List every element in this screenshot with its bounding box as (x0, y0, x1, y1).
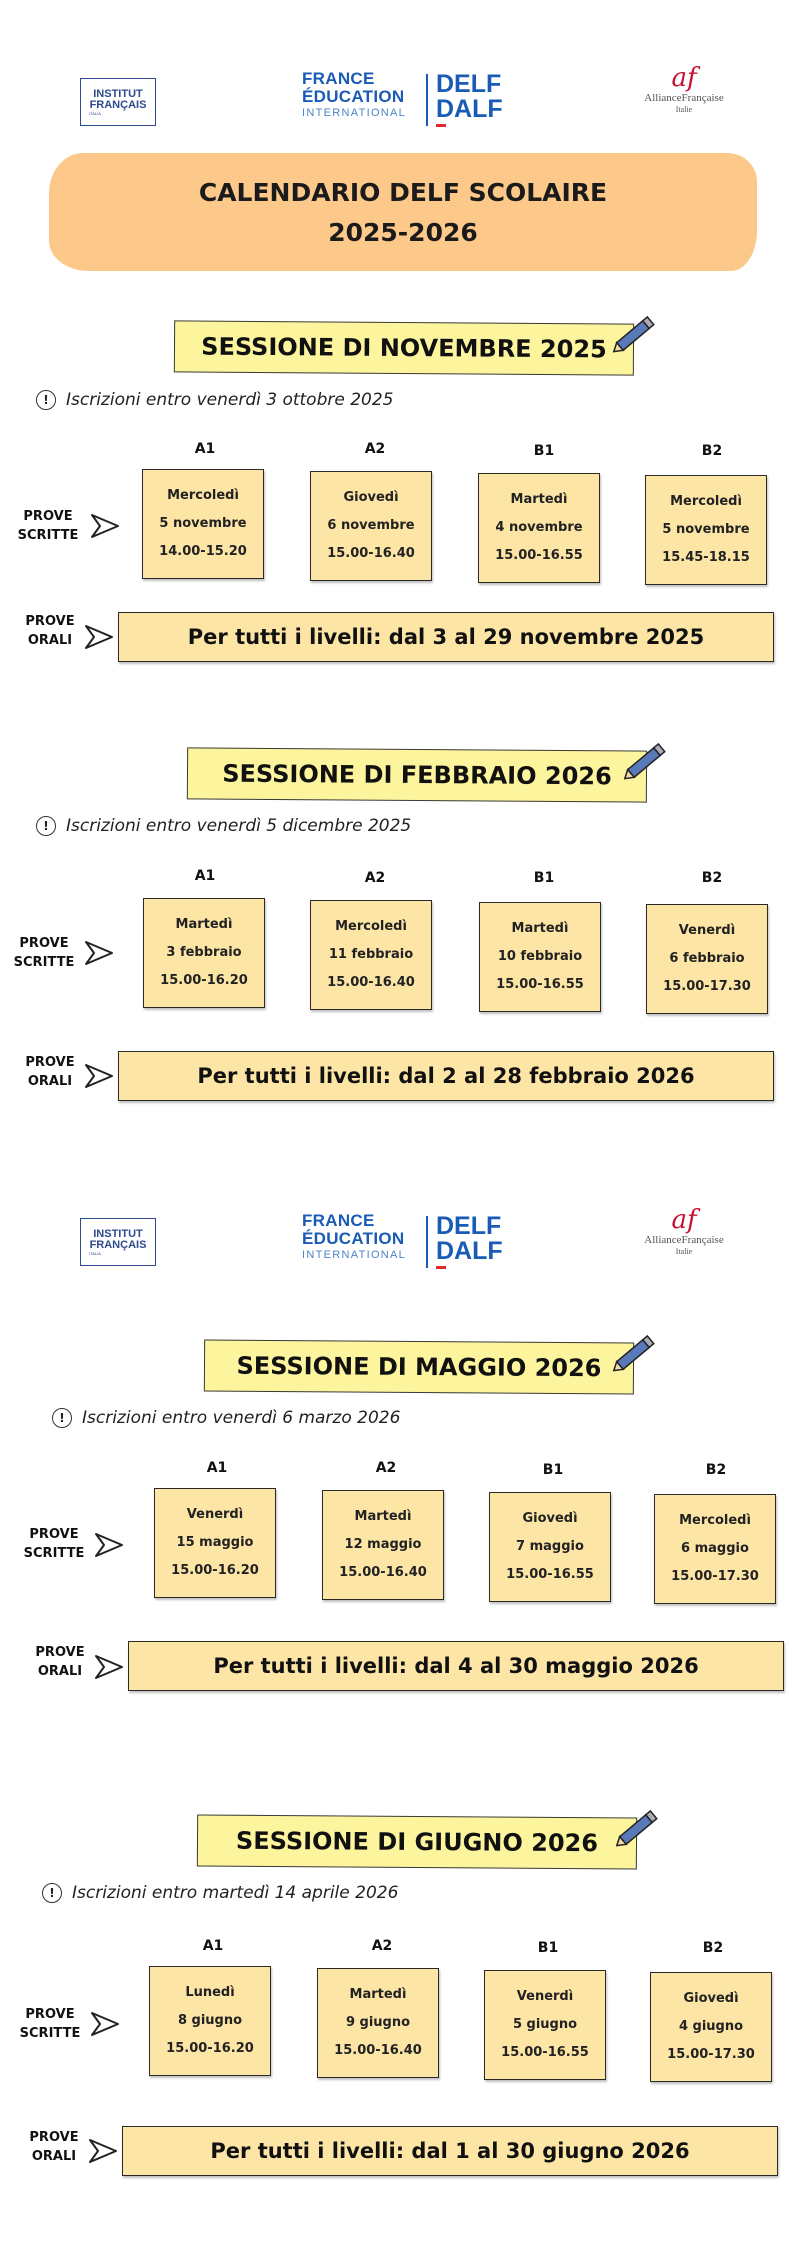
exam-date-card (154, 1488, 276, 1598)
level-label: B2 (701, 870, 723, 886)
written-exams-label (8, 507, 88, 545)
written-label-line1: PROVE (23, 509, 73, 524)
alliance-francaise-logo (634, 64, 734, 124)
written-label-line2: SCRITTE (23, 1546, 85, 1561)
exam-time: 15.00-16.40 (334, 2043, 422, 2058)
exam-time: 15.00-17.30 (667, 2047, 755, 2062)
exam-date: 6 febbraio (669, 951, 745, 966)
exam-day: Lunedì (185, 1985, 235, 2000)
exam-time: 15.45-18.15 (662, 550, 750, 565)
exclamation-icon: ! (36, 390, 56, 410)
oral-label-line2: ORALI (27, 1074, 73, 1089)
exclamation-icon: ! (52, 1408, 72, 1428)
registration-deadline (36, 390, 394, 410)
exam-time: 15.00-16.55 (495, 548, 583, 563)
exclamation-icon: ! (36, 816, 56, 836)
written-exams-label (10, 2005, 90, 2043)
written-label-line1: PROVE (25, 2007, 75, 2022)
exam-day: Martedì (175, 917, 233, 932)
exam-date: 9 giugno (345, 2015, 411, 2030)
oral-exams-period: Per tutti i livelli: dal 3 al 29 novembre 2025 (118, 612, 774, 662)
arrow-icon (94, 1654, 124, 1680)
exam-date: 5 giugno (512, 2017, 578, 2032)
oral-exams-label (10, 1053, 90, 1091)
if-logo-line1: INSTITUT (93, 88, 143, 100)
session-title: SESSIONE DI GIUGNO 2026 (197, 1814, 637, 1869)
exam-date-card (149, 1966, 271, 2076)
fei-red-bar (436, 124, 446, 127)
exam-time: 15.00-16.20 (160, 973, 248, 988)
exam-date: 11 febbraio (328, 947, 414, 962)
fei-separator (426, 74, 428, 126)
exam-day: Venerdì (678, 923, 736, 938)
exam-day: Martedì (349, 1987, 407, 2002)
exam-day: Martedì (510, 492, 568, 507)
exam-date-card (484, 1970, 606, 2080)
exam-date: 5 novembre (159, 516, 247, 531)
exam-date: 5 novembre (662, 522, 750, 537)
exam-time: 15.00-16.55 (501, 2045, 589, 2060)
exam-day: Mercoledì (335, 919, 407, 934)
exam-day: Giovedì (343, 490, 399, 505)
fei-delf-dalf (436, 1214, 503, 1264)
arrow-icon (84, 1063, 114, 1089)
exam-date: 10 febbraio (497, 949, 583, 964)
exam-day: Mercoledì (670, 494, 742, 509)
fei-line2: ÉDUCATION (302, 1229, 405, 1248)
written-label-line1: PROVE (29, 1527, 79, 1542)
exam-date-card (142, 469, 264, 579)
written-label-line2: SCRITTE (13, 955, 75, 970)
fei-delf: DELF (436, 1212, 502, 1240)
af-name: AllianceFrançaise (644, 1234, 724, 1246)
exam-time: 14.00-15.20 (159, 544, 247, 559)
level-label: A2 (375, 1460, 397, 1476)
exam-date-card (310, 471, 432, 581)
oral-exams-period: Per tutti i livelli: dal 2 al 28 febbraio 2026 (118, 1051, 774, 1101)
arrow-icon (90, 513, 120, 539)
if-logo-line1: INSTITUT (93, 1228, 143, 1240)
fei-dalf: DALF (436, 95, 503, 123)
exam-date: 4 novembre (495, 520, 583, 535)
header-banner (49, 153, 757, 271)
oral-exams-period: Per tutti i livelli: dal 4 al 30 maggio 2026 (128, 1641, 784, 1691)
pencil-icon (622, 735, 672, 785)
pencil-icon (611, 308, 661, 358)
exam-date: 6 maggio (681, 1541, 749, 1556)
pencil-icon (614, 1802, 664, 1852)
alliance-francaise-logo (634, 1206, 734, 1266)
registration-text: Iscrizioni entro venerdì 3 ottobre 2025 (66, 390, 394, 410)
exam-day: Giovedì (522, 1511, 578, 1526)
level-label: B1 (533, 443, 555, 459)
oral-label-line1: PROVE (29, 2130, 79, 2145)
level-label: B2 (702, 1940, 724, 1956)
exam-time: 15.00-16.20 (171, 1563, 259, 1578)
fei-line3: INTERNATIONAL (302, 1249, 407, 1261)
arrow-icon (88, 2138, 118, 2164)
oral-exams-label (10, 612, 90, 650)
exam-date-card (654, 1494, 776, 1604)
exam-date-card (650, 1972, 772, 2082)
oral-label-line2: ORALI (27, 633, 73, 648)
fei-delf-dalf (436, 72, 503, 122)
oral-exams-label (14, 2128, 94, 2166)
level-label: A2 (371, 1938, 393, 1954)
exam-date: 12 maggio (344, 1537, 422, 1552)
level-label: A2 (364, 441, 386, 457)
exam-date-card (310, 900, 432, 1010)
exam-date-card (479, 902, 601, 1012)
exam-date: 7 maggio (516, 1539, 584, 1554)
exam-time: 15.00-16.40 (339, 1565, 427, 1580)
fei-dalf: DALF (436, 1237, 503, 1265)
exam-time: 15.00-16.40 (327, 975, 415, 990)
page-title-line2: 2025-2026 (328, 218, 478, 247)
session-title: SESSIONE DI NOVEMBRE 2025 (174, 320, 634, 375)
if-logo-small: ITALIA (89, 111, 101, 116)
exam-day: Venerdì (516, 1989, 574, 2004)
exam-date-card (478, 473, 600, 583)
if-logo-line2: FRANÇAIS (89, 1239, 147, 1251)
arrow-icon (90, 2011, 120, 2037)
oral-label-line2: ORALI (37, 1664, 83, 1679)
af-sub: Italie (675, 105, 693, 114)
exam-time: 15.00-17.30 (671, 1569, 759, 1584)
written-exams-label (4, 934, 84, 972)
level-label: B1 (542, 1462, 564, 1478)
level-label: A1 (194, 868, 216, 884)
af-mark: af (671, 63, 697, 93)
level-label: A1 (194, 441, 216, 457)
exclamation-icon: ! (42, 1883, 62, 1903)
oral-label-line1: PROVE (35, 1645, 85, 1660)
exam-day: Venerdì (186, 1507, 244, 1522)
exam-date: 4 giugno (678, 2019, 744, 2034)
oral-label-line1: PROVE (25, 1055, 75, 1070)
if-logo-small: ITALIA (89, 1251, 101, 1256)
exam-date-card (317, 1968, 439, 2078)
level-label: B1 (533, 870, 555, 886)
oral-label-line1: PROVE (25, 614, 75, 629)
level-label: B1 (537, 1940, 559, 1956)
exam-time: 15.00-16.40 (327, 546, 415, 561)
exam-time: 15.00-16.55 (506, 1567, 594, 1582)
written-exams-label (14, 1525, 94, 1563)
fei-line2: ÉDUCATION (302, 87, 405, 106)
oral-label-line2: ORALI (31, 2149, 77, 2164)
written-label-line1: PROVE (19, 936, 69, 951)
fei-line1: FRANCE (302, 69, 375, 88)
institut-francais-logo (80, 78, 156, 126)
oral-exams-label (20, 1643, 100, 1681)
registration-text: Iscrizioni entro venerdì 6 marzo 2026 (82, 1408, 401, 1428)
arrow-icon (94, 1532, 124, 1558)
france-education-international-logo (302, 1212, 522, 1272)
exam-day: Mercoledì (679, 1513, 751, 1528)
level-label: B2 (705, 1462, 727, 1478)
level-label: A1 (202, 1938, 224, 1954)
exam-date-card (646, 904, 768, 1014)
exam-day: Martedì (354, 1509, 412, 1524)
exam-date-card (143, 898, 265, 1008)
france-education-international-logo (302, 70, 522, 130)
exam-date-card (489, 1492, 611, 1602)
fei-separator (426, 1216, 428, 1268)
af-sub: Italie (675, 1247, 693, 1256)
exam-time: 15.00-16.20 (166, 2041, 254, 2056)
registration-text: Iscrizioni entro venerdì 5 dicembre 2025 (66, 816, 412, 836)
written-label-line2: SCRITTE (19, 2026, 81, 2041)
exam-date: 15 maggio (176, 1535, 254, 1550)
exam-day: Mercoledì (167, 488, 239, 503)
exam-time: 15.00-17.30 (663, 979, 751, 994)
registration-text: Iscrizioni entro martedì 14 aprile 2026 (72, 1883, 399, 1903)
fei-delf: DELF (436, 70, 502, 98)
exam-date-card (645, 475, 767, 585)
exam-date: 3 febbraio (166, 945, 242, 960)
fei-line3: INTERNATIONAL (302, 107, 407, 119)
oral-exams-period: Per tutti i livelli: dal 1 al 30 giugno 2026 (122, 2126, 778, 2176)
session-title: SESSIONE DI FEBBRAIO 2026 (187, 747, 647, 802)
page-title (49, 173, 757, 253)
session-title: SESSIONE DI MAGGIO 2026 (204, 1339, 634, 1394)
exam-day: Giovedì (683, 1991, 739, 2006)
page-title-line1: CALENDARIO DELF SCOLAIRE (198, 178, 608, 207)
exam-date-card (322, 1490, 444, 1600)
exam-time: 15.00-16.55 (496, 977, 584, 992)
af-mark: af (671, 1205, 697, 1235)
registration-deadline (42, 1883, 398, 1903)
pencil-icon (611, 1327, 661, 1377)
level-label: A1 (206, 1460, 228, 1476)
arrow-icon (84, 940, 114, 966)
fei-line1: FRANCE (302, 1211, 375, 1230)
exam-date: 8 giugno (177, 2013, 243, 2028)
if-logo-line2: FRANÇAIS (89, 99, 147, 111)
exam-date: 6 novembre (327, 518, 415, 533)
exam-day: Martedì (511, 921, 569, 936)
registration-deadline (36, 816, 411, 836)
registration-deadline (52, 1408, 400, 1428)
level-label: B2 (701, 443, 723, 459)
written-label-line2: SCRITTE (17, 528, 79, 543)
level-label: A2 (364, 870, 386, 886)
arrow-icon (84, 624, 114, 650)
fei-red-bar (436, 1266, 446, 1269)
institut-francais-logo (80, 1218, 156, 1266)
af-name: AllianceFrançaise (644, 92, 724, 104)
